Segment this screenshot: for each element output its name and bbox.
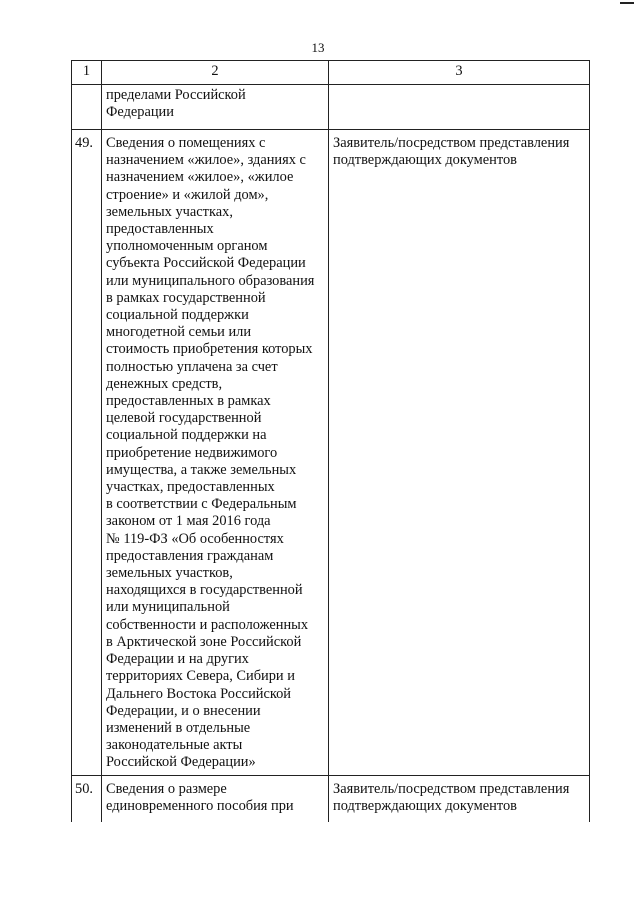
page-number: 13 xyxy=(311,40,325,55)
row-description: Сведения о помещениях с назначением «жилое», зданиях с назначением «жилое», «жилое строение» и «жилой дом», земельных участках, предоставленных уполномоченным органом субъекта Российской Федерации или муниципального образования в рамках государственной социальной поддержки многодетной семьи или стоимость приобретения которых полностью уплачена за счет денежных средств, предоставленных в рамках целевой государственной социальной поддержки на приобретение недвижимого имущества, а также земельных участках, предоставленных в соответствии с Федеральным законом от 1 мая 2016 года № 119-ФЗ «Об особенностях предоставления гражданам земельных участков, находящихся в государственной или муниципальной собственности и расположенных в Арктической зоне Российской Федерации и на других территориях Севера, Сибири и Дальнего Востока Российской Федерации, и о внесении изменений в отдельные законодательные акты Российской Федерации» xyxy=(106,135,315,771)
row-number xyxy=(72,85,102,130)
row-source-cell xyxy=(329,85,590,130)
table-row-49 xyxy=(72,130,590,776)
row-number: 50. xyxy=(72,776,102,823)
table-header-row xyxy=(72,61,590,85)
row-source-cell xyxy=(329,130,590,776)
row-source: Заявитель/посредством представления подтверждающих документов xyxy=(333,135,570,169)
header-col-2: 2 xyxy=(102,61,329,85)
row-source-cell xyxy=(329,776,590,823)
corner-scan-mark xyxy=(620,2,634,4)
row-description-cell xyxy=(102,776,329,823)
header-col-3: 3 xyxy=(329,61,590,85)
row-description: Сведения о размере единовременного пособия при xyxy=(106,781,294,815)
requirements-table xyxy=(71,60,590,822)
row-description-cell xyxy=(102,130,329,776)
row-description-cell xyxy=(102,85,329,130)
row-source: Заявитель/посредством представления подтверждающих документов xyxy=(333,781,570,815)
row-description: пределами Российской Федерации xyxy=(106,87,246,121)
table-row-continuation xyxy=(72,85,590,130)
header-col-1: 1 xyxy=(72,61,102,85)
table-row-50 xyxy=(72,776,590,823)
row-number: 49. xyxy=(72,130,102,776)
